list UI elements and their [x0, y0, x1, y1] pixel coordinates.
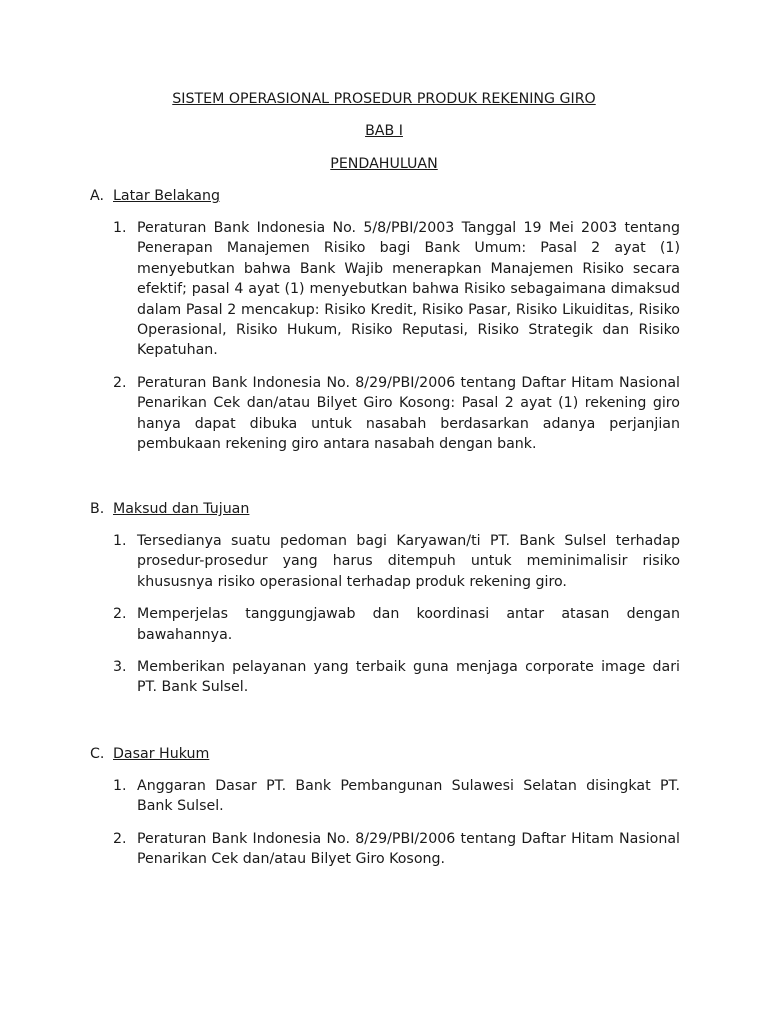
section-latar-belakang — [90, 186, 680, 466]
section-letter: C. — [90, 746, 105, 762]
document-title — [0, 89, 768, 109]
list-item — [90, 531, 680, 592]
section-dasar-hukum — [90, 744, 680, 882]
document-title-text: SISTEM OPERASIONAL PROSEDUR PRODUK REKENING GIRO — [172, 91, 596, 107]
section-maksud-dan-tujuan — [90, 499, 680, 710]
list-item — [90, 829, 680, 870]
list-item-text: Memperjelas tanggungjawab dan koordinasi antar atasan dengan bawahannya. — [137, 606, 680, 643]
list-item — [90, 373, 680, 455]
chapter-title-text: PENDAHULUAN — [330, 156, 438, 172]
list-item-text: Peraturan Bank Indonesia No. 5/8/PBI/2003 Tanggal 19 Mei 2003 tentang Penerapan Manajemen Risiko bagi Bank Umum: Pasal 2 ayat (1) menyebutkan bahwa Bank Wajib menerapkan Manajemen Risiko secara efektif; pasal 4 ayat (1) menyebutkan bahwa Risiko sebagaimana dimaksud dalam Pasal 2 mencakup: Risiko Kredit, Risiko Pasar, Risiko Likuiditas, Risiko Operasional, Risiko Hukum, Risiko Reputasi, Risiko Strategik dan Risiko Kepatuhan. — [137, 220, 680, 359]
list-item-text: Peraturan Bank Indonesia No. 8/29/PBI/2006 tentang Daftar Hitam Nasional Penarikan Cek dan/atau Bilyet Giro Kosong: Pasal 2 ayat (1) rekening giro hanya dapat dibuka untuk nasabah berdasarkan adanya perjanjian pembukaan rekening giro antara nasabah dengan bank. — [137, 374, 680, 453]
section-heading — [90, 499, 680, 519]
section-list — [90, 776, 680, 870]
section-title: Maksud dan Tujuan — [113, 501, 250, 517]
list-item — [90, 776, 680, 817]
list-item-text: Peraturan Bank Indonesia No. 8/29/PBI/2006 tentang Daftar Hitam Nasional Penarikan Cek dan/atau Bilyet Giro Kosong. — [137, 830, 680, 868]
section-list — [90, 218, 680, 454]
list-item — [90, 657, 680, 698]
list-item-number: 3. — [113, 659, 127, 676]
chapter-label-text: BAB I — [365, 123, 403, 139]
list-item — [90, 218, 680, 361]
list-item-number: 2. — [113, 830, 127, 847]
list-item-number: 1. — [113, 220, 127, 236]
section-letter: B. — [90, 501, 105, 517]
chapter-title — [0, 154, 768, 174]
section-heading — [90, 186, 680, 206]
list-item-text: Anggaran Dasar PT. Bank Pembangunan Sulawesi Selatan disingkat PT. Bank Sulsel. — [137, 778, 680, 815]
section-title: Latar Belakang — [113, 188, 220, 204]
section-letter: A. — [90, 188, 104, 204]
chapter-label — [0, 121, 768, 141]
list-item-text: Memberikan pelayanan yang terbaik guna menjaga corporate image dari PT. Bank Sulsel. — [137, 659, 680, 696]
list-item — [90, 604, 680, 645]
list-item-number: 2. — [113, 606, 127, 623]
list-item-text: Tersedianya suatu pedoman bagi Karyawan/ti PT. Bank Sulsel terhadap prosedur-prosedur yang harus ditempuh untuk meminimalisir risiko khususnya risiko operasional terhadap produk rekening giro. — [137, 533, 680, 590]
section-list — [90, 531, 680, 698]
section-title: Dasar Hukum — [113, 746, 210, 762]
list-item-number: 1. — [113, 533, 127, 549]
list-item-number: 2. — [113, 374, 127, 391]
section-heading — [90, 744, 680, 764]
list-item-number: 1. — [113, 778, 127, 794]
